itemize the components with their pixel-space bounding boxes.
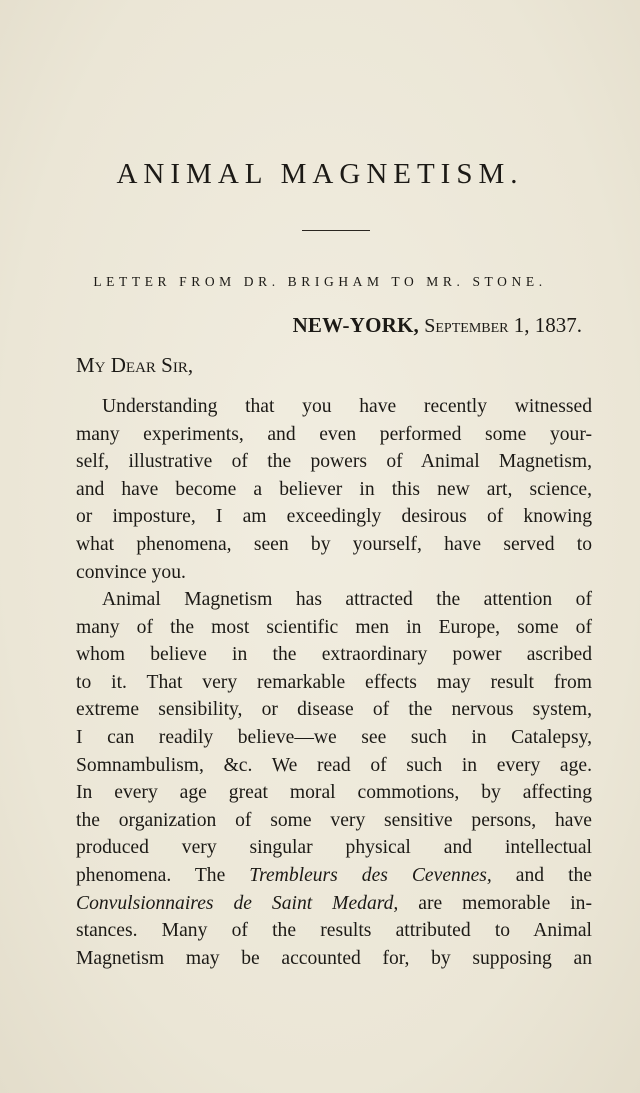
paragraph-2-line: to it. That very remarkable effects may result from [76,671,592,693]
paragraph-2-line: whom believe in the extraordinary power ascribed [76,644,592,666]
dateline-place: NEW-YORK, [292,313,419,337]
paragraph-1-line: and have become a believer in this new art, science, [76,478,592,500]
paragraph-2-text: are memorable in- [398,892,592,914]
paragraph-2-line: Somnambulism, &c. We read of such in every age. [76,754,592,776]
paragraph-1 [76,393,592,586]
paragraph-2-text: and the [491,864,593,886]
paragraph-2-line: the organization of some very sensitive persons, have [76,809,592,831]
paragraph-2-line: many of the most scientific men in Europe, some of [76,616,592,638]
dateline [293,313,582,338]
paragraph-1-line: many experiments, and even performed some your- [76,423,592,445]
dateline-day-year: 1, 1837. [513,313,582,337]
title-divider-rule [302,230,370,231]
paragraph-2-line: extreme sensibility, or disease of the nervous system, [76,699,592,721]
paragraph-2-line: I can readily believe—we see such in Catalepsy, [76,726,592,748]
chapter-title: ANIMAL MAGNETISM. [116,158,524,190]
paragraph-2-text: phenomena. The [76,864,250,886]
paragraph-1-line: or imposture, I am exceedingly desirous of knowing [76,506,592,528]
italic-title-trembleurs: Trembleurs des Cevennes, [249,864,492,886]
dateline-month: September [424,315,509,337]
salutation: My Dear Sir, [76,353,194,377]
paragraph-2-line [76,890,592,918]
paragraph-1-line: Understanding that you have recently witnessed [102,396,592,417]
paragraph-2-line: In every age great moral commotions, by affecting [76,782,592,804]
letter-heading: LETTER FROM DR. BRIGHAM TO MR. STONE. [93,274,547,289]
paragraph-1-line: convince you. [76,561,186,583]
paragraph-2-line: produced very singular physical and intellectual [76,837,592,859]
italic-title-convulsionnaires: Convulsionnaires de Saint Medard, [76,892,399,914]
paragraph-1-line: what phenomena, seen by yourself, have served to [76,533,592,555]
paragraph-2-line: stances. Many of the results attributed to Animal [76,920,592,942]
paragraph-1-line: self, illustrative of the powers of Animal Magnetism, [76,451,592,473]
paragraph-2-line [76,862,592,890]
paragraph-2 [76,586,592,972]
paragraph-2-line: Magnetism may be accounted for, by supposing an [76,947,592,969]
paragraph-2-line: Animal Magnetism has attracted the attention of [102,589,592,610]
